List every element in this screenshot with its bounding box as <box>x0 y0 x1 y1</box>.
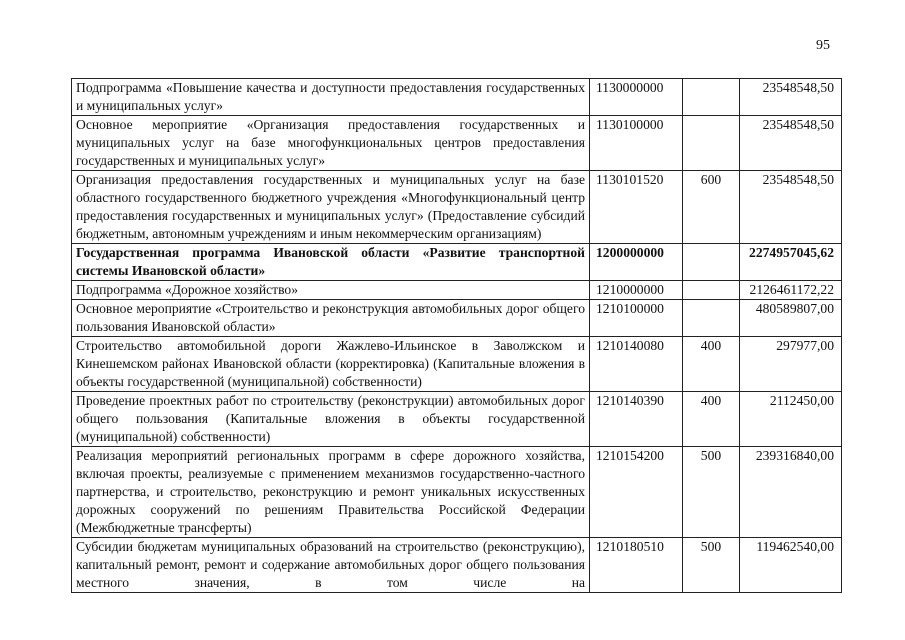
row-sum: 2112450,00 <box>740 392 842 447</box>
table-row <box>72 171 842 244</box>
row-sum: 23548548,50 <box>740 116 842 171</box>
table-row <box>72 281 842 300</box>
row-name: Реализация мероприятий региональных программ в сфере дорожного хозяйства, включая проекты, реализуемые с применением механизмов государственно-частного партнерства, и строительство, реконструкцию и ремонт уникальных искусственных дорожных сооружений по решениям Правительства Российской Федерации (Межбюджетные трансферты) <box>72 447 590 538</box>
row-expense-type <box>683 244 740 281</box>
table-row <box>72 337 842 392</box>
row-sum: 119462540,00 <box>740 538 842 593</box>
table-row <box>72 447 842 538</box>
row-code: 1130000000 <box>590 79 683 116</box>
row-expense-type <box>683 116 740 171</box>
table-row <box>72 300 842 337</box>
row-code: 1210154200 <box>590 447 683 538</box>
row-code: 1210180510 <box>590 538 683 593</box>
row-name: Подпрограмма «Повышение качества и доступности предоставления государственных и муниципальных услуг» <box>72 79 590 116</box>
row-name: Субсидии бюджетам муниципальных образований на строительство (реконструкцию), капитальный ремонт, ремонт и содержание автомобильных дорог общего пользования местного значения, в том числе на <box>72 538 590 593</box>
table-row <box>72 79 842 116</box>
row-code: 1130100000 <box>590 116 683 171</box>
row-expense-type: 500 <box>683 447 740 538</box>
table-row <box>72 392 842 447</box>
budget-table <box>71 78 842 593</box>
row-code: 1210000000 <box>590 281 683 300</box>
row-expense-type: 400 <box>683 392 740 447</box>
row-code: 1210140390 <box>590 392 683 447</box>
row-expense-type <box>683 281 740 300</box>
row-sum: 480589807,00 <box>740 300 842 337</box>
row-sum: 23548548,50 <box>740 171 842 244</box>
row-code: 1210140080 <box>590 337 683 392</box>
row-sum: 297977,00 <box>740 337 842 392</box>
row-name: Организация предоставления государственных и муниципальных услуг на базе областного государственного бюджетного учреждения «Многофункциональный центр предоставления государственных и муниципальных услуг» (Предоставление субсидий бюджетным, автономным учреждениям и иным некоммерческим организациям) <box>72 171 590 244</box>
budget-table-body <box>72 79 842 593</box>
row-sum: 2274957045,62 <box>740 244 842 281</box>
row-name: Строительство автомобильной дороги Жажлево-Ильинское в Заволжском и Кинешемском районах Ивановской области (корректировка) (Капитальные вложения в объекты государственной (муниципальной) собственности) <box>72 337 590 392</box>
table-row <box>72 538 842 593</box>
row-name: Государственная программа Ивановской области «Развитие транспортной системы Ивановской области» <box>72 244 590 281</box>
row-sum: 239316840,00 <box>740 447 842 538</box>
table-row <box>72 244 842 281</box>
row-name: Основное мероприятие «Организация предоставления государственных и муниципальных услуг на базе многофункциональных центров предоставления государственных и муниципальных услуг» <box>72 116 590 171</box>
table-row <box>72 116 842 171</box>
row-name: Проведение проектных работ по строительству (реконструкции) автомобильных дорог общего пользования (Капитальные вложения в объекты государственной (муниципальной) собственности) <box>72 392 590 447</box>
row-code: 1210100000 <box>590 300 683 337</box>
row-code: 1200000000 <box>590 244 683 281</box>
page-number: 95 <box>816 38 830 53</box>
row-expense-type: 500 <box>683 538 740 593</box>
row-sum: 23548548,50 <box>740 79 842 116</box>
row-name: Подпрограмма «Дорожное хозяйство» <box>72 281 590 300</box>
row-code: 1130101520 <box>590 171 683 244</box>
row-expense-type: 400 <box>683 337 740 392</box>
row-sum: 2126461172,22 <box>740 281 842 300</box>
row-expense-type <box>683 300 740 337</box>
row-name: Основное мероприятие «Строительство и реконструкция автомобильных дорог общего пользования Ивановской области» <box>72 300 590 337</box>
row-expense-type <box>683 79 740 116</box>
row-expense-type: 600 <box>683 171 740 244</box>
